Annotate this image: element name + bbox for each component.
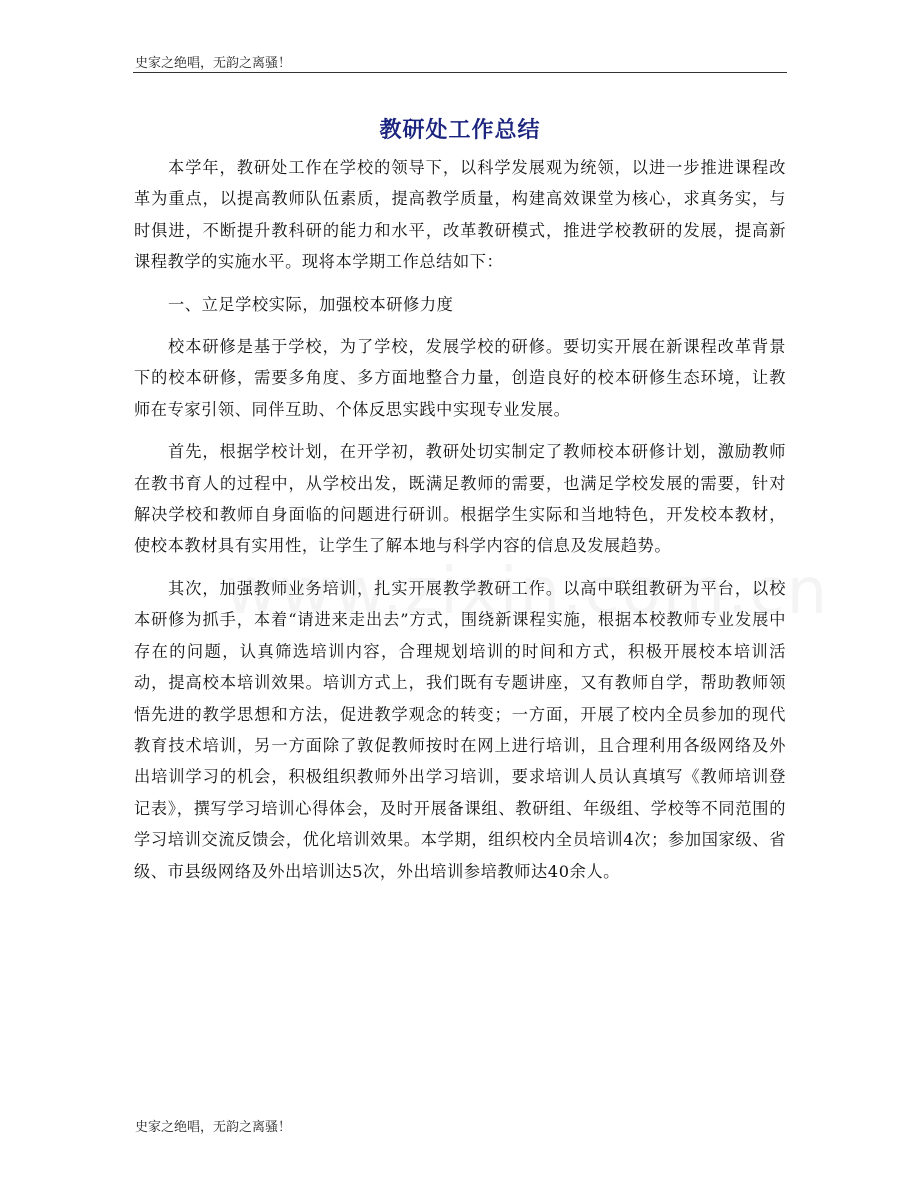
document-title: 教研处工作总结	[379, 118, 541, 143]
paragraph: 首先，根据学校计划，在开学初，教研处切实制定了教师校本研修计划，激励教师在教书育人的过程中，从学校出发，既满足教师的需要，也满足学校发展的需要，针对解决学校和教师自身面临的问题进行研训。根据学生实际和当地特色，开发校本教材，使校本教材具有实用性，让学生了解本地与科学内容的信息及发展趋势。	[134, 442, 786, 556]
document-body	[134, 152, 786, 898]
paragraph: 校本研修是基于学校，为了学校，发展学校的研修。要切实开展在新课程改革背景下的校本研修，需要多角度、多方面地整合力量，创造良好的校本研修生态环境，让教师在专家引领、同伴互助、个体反思实践中实现专业发展。	[134, 337, 786, 419]
page-footer-motto: 史家之绝唱，无韵之离骚！	[135, 1120, 292, 1135]
paragraph-intro: 本学年，教研处工作在学校的领导下，以科学发展观为统领，以进一步推进课程改革为重点，以提高教师队伍素质，提高教学质量，构建高效课堂为核心，求真务实，与时俱进，不断提升教科研的能力和水平，改革教研模式，推进学校教研的发展，提高新课程教学的实施水平。现将本学期工作总结如下：	[134, 158, 786, 272]
section-heading: 一、立足学校实际，加强校本研修力度	[168, 294, 454, 314]
header-divider	[133, 72, 787, 73]
page-header-motto: 史家之绝唱，无韵之离骚！	[135, 56, 292, 71]
paragraph: 其次，加强教师业务培训，扎实开展教学教研工作。以高中联组教研为平台，以校本研修为抓手，本着“请进来走出去”方式，围绕新课程实施，根据本校教师专业发展中存在的问题，认真筛选培训内容，合理规划培训的时间和方式，积极开展校本培训活动，提高校本培训效果。培训方式上，我们既有专题讲座，又有教师自学，帮助教师领悟先进的教学思想和方法，促进教学观念的转变；一方面，开展了校内全员参加的现代教育技术培训，另一方面除了敦促教师按时在网上进行培训，且合理利用各级网络及外出培训学习的机会，积极组织教师外出学习培训，要求培训人员认真填写《教师培训登记表》，撰写学习培训心得体会，及时开展备课组、教研组、年级组、学校等不同范围的学习培训交流反馈会，优化培训效果。本学期，组织校内全员培训4次；参加国家级、省级、市县级网络及外出培训达5次，外出培训参培教师达40余人。	[134, 578, 786, 881]
